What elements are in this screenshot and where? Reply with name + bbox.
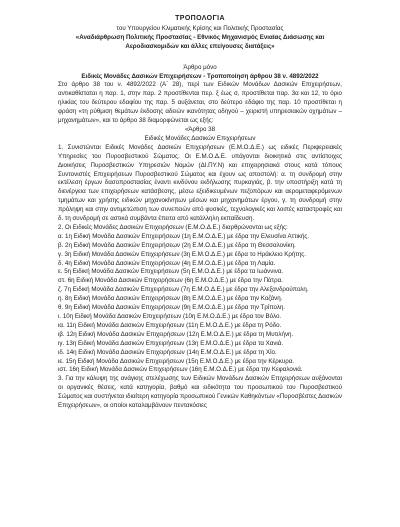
quoted-article-title: Ειδικές Μονάδες Δασικών Επιχειρήσεων [144, 134, 256, 142]
article-subject: Ειδικές Μονάδες Δασικών Επιχειρήσεων - Τροποποίηση άρθρου 38 ν. 4892/2022 [81, 72, 319, 80]
list-item: ε. 5η Ειδική Μονάδα Δασικών Επιχειρήσεων (5η Ε.Μ.Ο.Δ.Ε.) με έδρα τα Ιωάννινα. [58, 268, 284, 276]
list-item: γ. 3η Ειδική Μονάδα Δασικών Επιχειρήσεων (3η Ε.Μ.Ο.Δ.Ε.) με έδρα το Ηράκλειο Κρήτης. [58, 250, 306, 258]
quoted-article-label: «Άρθρο 38 [184, 125, 216, 133]
list-item: ζ. 7η Ειδική Μονάδα Δασικών Επιχειρήσεων (7η Ε.Μ.Ο.Δ.Ε.) με έδρα την Αλεξανδρούπολη. [58, 286, 309, 294]
paragraph-2-intro: 2. Οι Ειδικές Μονάδες Δασικών Επιχειρήσεων (Ε.Μ.Ο.Δ.Ε.) διαρθρώνονται ως εξής: [58, 223, 288, 231]
article-label: Άρθρο μόνο [183, 63, 217, 71]
paragraph-1: 1. Συνιστώνται Ειδικές Μονάδες Δασικών Επιχειρήσεων (Ε.Μ.Ο.Δ.Ε.) ως ειδικές Περιφερειακές Υπηρεσίες του Πυροσβεστικού Σώματος. Οι Ε.Μ.Ο.Δ.Ε. υπάγονται διοικητικά στις αντίστοιχες Διοικήσεις Πυροσβεστικών Υπηρεσιών Νομών (ΔΙ.ΠΥ.Ν) και επιχειρησιακά στους κατά τόπους Συντονιστές Επιχειρήσεων Πυροσβεστικού Σώματος και έχουν ως αποστολή: α. τη συνδρομή στην εκτέλεση έργων δασοπροστασίας έναντι κινδύνου εκδήλωσης πυρκαγιάς, β. την υποστήριξη κατά τη διενέργεια των επιχειρήσεων κατάσβεσης, μέσω εξειδικευμένων πεζοπόρων και αερομεταφερόμενων τμημάτων και χρήσης ειδικών μηχανοκίνητων μέσων και μηχανημάτων έργου, γ. τη συνδρομή στην πρόληψη και στην αντιμετώπιση των συνεπειών από φυσικές, τεχνολογικές και λοιπές καταστροφές και δ. τη συνδρομή σε αστικά συμβάντα έπειτα από κατάλληλη εκπαίδευση. [58, 143, 342, 223]
list-item: β. 2η Ειδική Μονάδα Δασικών Επιχειρήσεων (2η Ε.Μ.Ο.Δ.Ε.) με έδρα τη Θεσσαλονίκη. [58, 241, 296, 249]
ministry-line: του Υπουργείου Κλιματικής Κρίσης και Πολιτικής Προστασίας [116, 24, 284, 32]
units-list [58, 233, 342, 376]
document-title: ΤΡΟΠΟΛΟΓΙΑ [175, 15, 225, 22]
list-item: ια. 11η Ειδική Μονάδα Δασικών Επιχειρήσεων (11η Ε.Μ.Ο.Δ.Ε.) με έδρα τη Ρόδο. [58, 321, 282, 329]
bill-title: «Αναδιάρθρωση Πολιτικής Προστασίας - Εθνικός Μηχανισμός Ενιαίας Διάσωσης και Αεροδιασκομιδών και άλλες επείγουσες διατάξεις» [75, 33, 325, 50]
list-item: α. 1η Ειδική Μονάδα Δασικών Επιχειρήσεων (1η Ε.Μ.Ο.Δ.Ε.) με έδρα την Ελευσίνα Αττικής. [58, 232, 310, 240]
list-item: ιδ. 14η Ειδική Μονάδα Δασικών Επιχειρήσεων (14η Ε.Μ.Ο.Δ.Ε.) με έδρα τη Χίο. [58, 348, 277, 356]
list-item: θ. 9η Ειδική Μονάδα Δασικών Επιχειρήσεων (9η Ε.Μ.Ο.Δ.Ε.) με έδρα την Τρίπολη. [58, 304, 286, 312]
list-item: στ. 6η Ειδική Μονάδα Δασικών Επιχειρήσεων (6η Ε.Μ.Ο.Δ.Ε.) με έδρα την Πάτρα. [58, 277, 283, 285]
list-item: ιε. 15η Ειδική Μονάδα Δασικών Επιχειρήσεων (15η Ε.Μ.Ο.Δ.Ε.) με έδρα την Κέρκυρα. [58, 357, 295, 365]
list-item: ιβ. 12η Ειδική Μονάδα Δασικών Επιχειρήσεων (12η Ε.Μ.Ο.Δ.Ε.) με έδρα τη Μυτιλήνη. [58, 330, 294, 338]
list-item: η. 8η Ειδική Μονάδα Δασικών Επιχειρήσεων (8η Ε.Μ.Ο.Δ.Ε.) με έδρα την Κοζάνη. [58, 295, 283, 303]
paragraph-3: 3. Για την κάλυψη της ανάγκης στελέχωσης των Ειδικών Μονάδων Δασικών Επιχειρήσεων αυξάνονται οι οργανικές θέσεις, κατά κατηγορία, βαθμό και ειδικότητα του προσωπικού του Πυροσβεστικού Σώματος και συστήνεται ιδιαίτερη κατηγορία προσωπικού Γενικών Καθηκόντων «Πυροσβέστες Δασικών Επιχειρήσεων», οι οποίοι καταλαμβάνουν πεντακόσιες [58, 375, 342, 410]
list-item: ι. 10η Ειδική Μονάδα Δασικών Επιχειρήσεων (10η Ε.Μ.Ο.Δ.Ε.) με έδρα τον Βόλο. [58, 313, 282, 320]
list-item: δ. 4η Ειδική Μονάδα Δασικών Επιχειρήσεων (4η Ε.Μ.Ο.Δ.Ε.) με έδρα τη Λαμία. [58, 259, 276, 267]
list-item: ιστ. 16η Ειδική Μονάδα Δασικών Επιχειρήσεων (16η Ε.Μ.Ο.Δ.Ε.) με έδρα την Κεφαλονιά. [58, 366, 303, 374]
article-intro: Στο άρθρο 38 του ν. 4892/2022 (Α΄ 28), περί των Ειδικών Μονάδων Δασικών Επιχειρήσεων, αντικαθίσταται η παρ. 1, στην παρ. 2 προστίθενται περ. ξ έως σ, προστίθεται παρ. 3α και 12, το όριο ηλικίας του δεύτερου εδαφίου της παρ. 5 αυξάνεται, στο δεύτερο εδάφιο της παρ. 10 προστίθεται η φράση «τη ρύθμιση θεμάτων έκδοσης αδειών ικανότητας οδηγού – χειριστή υπηρεσιακών οχημάτων – μηχανημάτων», και το άρθρο 38 διαμορφώνεται ως εξής: [58, 81, 342, 125]
list-item: ιγ. 13η Ειδική Μονάδα Δασικών Επιχειρήσεων (13η Ε.Μ.Ο.Δ.Ε.) με έδρα τα Χανιά. [58, 339, 284, 347]
